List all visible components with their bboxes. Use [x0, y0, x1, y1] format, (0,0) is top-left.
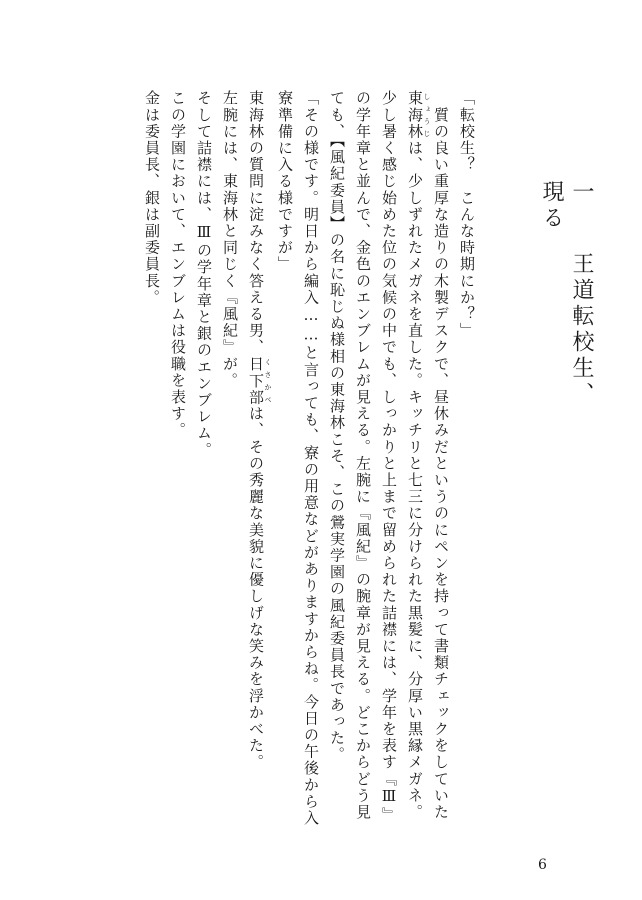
paragraph-7: この学園において、エンブレムは役職を表す。: [169, 90, 187, 439]
paragraph-4-part-b: は、その秀麗な美貌に優しげな笑みを浮かべた。: [247, 405, 265, 771]
page-number: 6: [538, 857, 547, 873]
ruby-reading-kusakabe: くさかべ: [264, 355, 272, 406]
paragraph-2-part-a: 質の良い重厚な造りの木製デスクで、昼休みだというのにペンを持って書類チェックをしていた: [432, 106, 450, 821]
chapter-number: 一: [569, 180, 594, 206]
chapter-heading: 王道転校生、現る: [539, 180, 594, 408]
ruby-base-kusakabe: 日下部: [247, 355, 265, 406]
ruby-kusakabe: [247, 355, 272, 406]
paragraph-4-part-a: 東海林の質問に淀みなく答える男、: [247, 90, 265, 356]
paragraph-3: 「その様です。明日から編入……と言っても、寮の用意などがありますからね。今日の午後から入寮準備に入る様ですが」: [276, 90, 320, 827]
ruby-base-higashi-umi-rin: 東海林: [406, 90, 424, 140]
paragraph-5: 左腕には、東海林と同じく『風紀』が。: [221, 90, 239, 389]
paragraph-1: 「転校生？ こんな時期にか？」: [458, 90, 476, 339]
body-text: [140, 90, 480, 830]
chapter-title: [536, 180, 596, 420]
paragraph-2-part-b: は、少しずれたメガネを直した。キッチリと七三に分けられた黒髪に、分厚い黒縁メガネ。少し暑く感じ始めた位の気候の中でも、しっかりと上まで留められた詰襟には、学年を表す『Ⅲ』の学年章と並んで、金色のエンブレムが見える。左腕に『風紀』の腕章が見える。どこからどう見ても、【風紀委員】の名に恥じぬ様相の東海林こそ、この鶯実学園の風紀委員長であった。: [328, 90, 424, 824]
paragraph-6: そして詰襟には、Ⅲの学年章と銀のエンブレム。: [195, 90, 213, 459]
ruby-reading-higashi-umi-rin: しょうじ: [423, 90, 431, 140]
paragraph-4: [243, 90, 272, 830]
paragraph-8: 金は委員長、銀は副委員長。: [143, 90, 161, 306]
paragraph-2: [324, 90, 454, 830]
ruby-higashi-umi-rin: [406, 90, 431, 140]
